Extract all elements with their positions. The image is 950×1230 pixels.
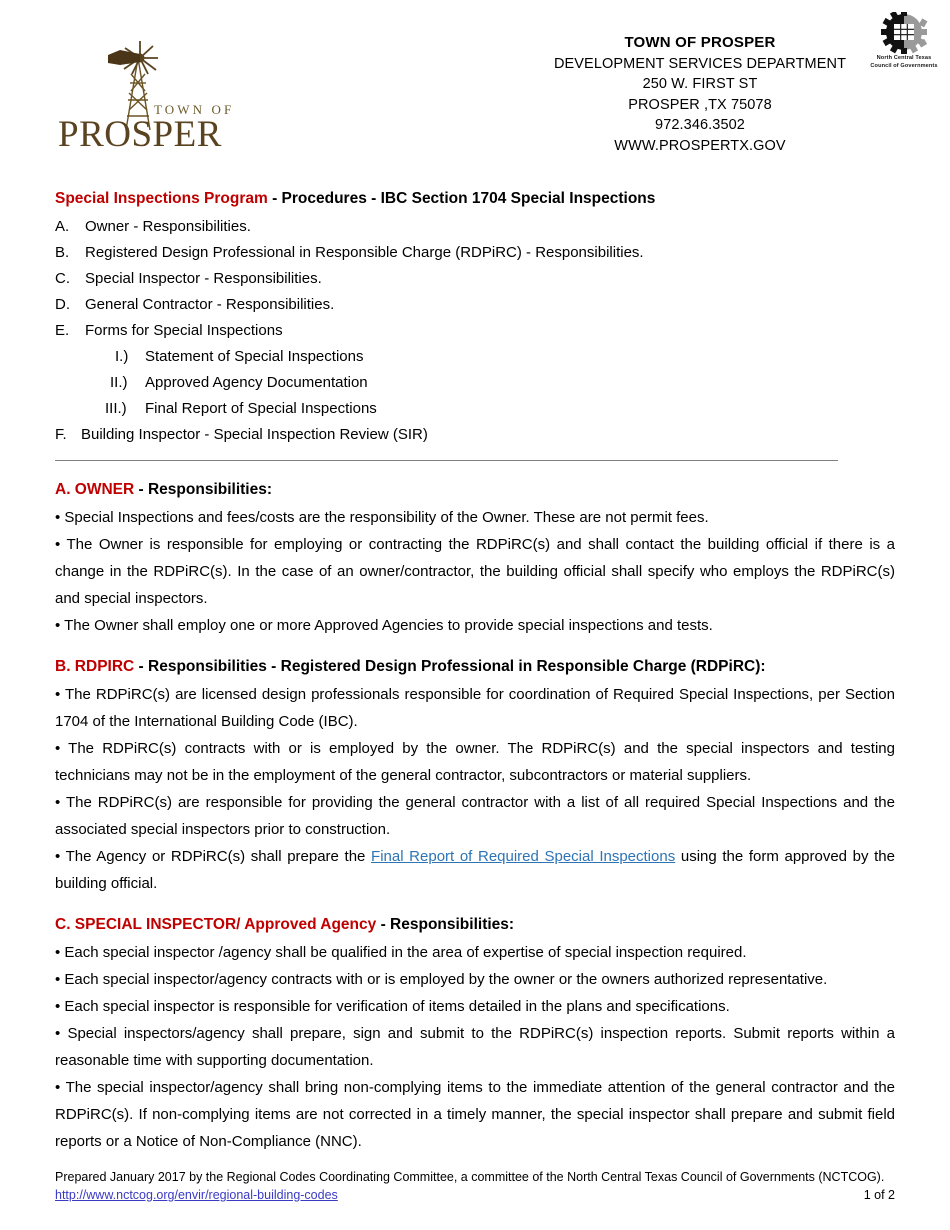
toc-label: Forms for Special Inspections xyxy=(85,322,283,339)
section-b-heading-red: B. RDPIRC xyxy=(55,658,135,675)
toc-marker: F. xyxy=(55,426,67,443)
section-a-bullet-3: • The Owner shall employ one or more Approved Agencies to provide special inspections and tests. xyxy=(55,617,713,634)
section-c-heading xyxy=(55,911,895,938)
toc-sub-marker: I.) xyxy=(115,348,129,365)
page-title-red: Special Inspections Program xyxy=(55,190,268,207)
toc-sub-marker: II.) xyxy=(110,374,128,391)
final-report-link[interactable]: Final Report of Required Special Inspections xyxy=(371,848,676,865)
toc-sub-label: Final Report of Special Inspections xyxy=(145,400,377,417)
address-title: TOWN OF PROSPER xyxy=(624,34,776,51)
section-c-heading-red: C. SPECIAL INSPECTOR/ Approved Agency xyxy=(55,916,377,933)
toc-item-f xyxy=(55,422,895,448)
nctcog-logo xyxy=(866,12,942,74)
page-title-black: - Procedures - IBC Section 1704 Special Inspections xyxy=(267,190,656,207)
footer-row xyxy=(55,1186,895,1204)
section-a-bullet-2: • The Owner is responsible for employing or contracting the RDPiRC(s) and shall contact the building official if there is a change in the RDPiRC(s). In the case of an owner/contractor, the building official shall specify who employs the RDPiRC(s) and special inspectors. xyxy=(55,536,895,607)
toc-label: General Contractor - Responsibilities. xyxy=(85,296,335,313)
address-phone: 972.346.3502 xyxy=(655,117,745,133)
address-website: WWW.PROSPERTX.GOV xyxy=(614,137,786,154)
section-c-bullet-2: • Each special inspector/agency contracts with or is employed by the owner or the owners authorized representative. xyxy=(55,971,828,988)
toc-marker: D. xyxy=(55,296,70,313)
page-number: 1 of 2 xyxy=(863,1188,895,1202)
toc-item-b xyxy=(55,240,895,266)
toc-label: Registered Design Professional in Responsible Charge (RDPiRC) - Responsibilities. xyxy=(85,244,644,261)
section-b-bullet-4 xyxy=(55,843,895,897)
address-line-2: 250 W. FIRST ST xyxy=(642,76,758,92)
link-bullet-before: • The Agency or RDPiRC(s) shall prepare the xyxy=(55,848,372,865)
toc-item-a xyxy=(55,214,895,240)
toc-marker: B. xyxy=(55,244,70,261)
toc-sub-marker: III.) xyxy=(105,400,127,417)
nctcog-url-link[interactable]: http://www.nctcog.org/envir/regional-building-codes xyxy=(55,1188,338,1202)
page-title xyxy=(55,186,895,212)
toc-label: Special Inspector - Responsibilities. xyxy=(85,270,322,287)
toc-subitem-i xyxy=(55,344,895,370)
nctcog-caption-line-2: Council of Governments xyxy=(870,63,938,69)
logo-prosper-text: PROSPER xyxy=(58,114,222,150)
toc-marker: C. xyxy=(55,270,70,287)
footer-note: Prepared January 2017 by the Regional Codes Coordinating Committee, a committee of the North Central Texas Council of Governments (NCTCOG). xyxy=(55,1170,885,1184)
section-divider xyxy=(55,460,838,461)
nctcog-caption-line-1: North Central Texas xyxy=(876,55,932,61)
toc-subitem-iii xyxy=(55,396,895,422)
windmill-logo-icon xyxy=(52,38,242,150)
toc-label: Building Inspector - Special Inspection Review (SIR) xyxy=(81,426,428,443)
toc-item-d xyxy=(55,292,895,318)
section-b-bullet-2: • The RDPiRC(s) contracts with or is employed by the owner. The RDPiRC(s) and the special inspectors and testing technicians may not be in the employment of the general contractor, subcontractors or material suppliers. xyxy=(55,740,895,784)
toc-marker: E. xyxy=(55,322,70,339)
address-line-1: DEVELOPMENT SERVICES DEPARTMENT xyxy=(553,55,847,72)
toc-sub-label: Statement of Special Inspections xyxy=(145,348,364,365)
document-footer xyxy=(55,1168,895,1204)
toc-marker: A. xyxy=(55,218,70,235)
section-c-heading-black: - Responsibilities: xyxy=(376,916,515,933)
section-a-heading-red: A. OWNER xyxy=(55,481,135,498)
document-body xyxy=(55,186,895,1155)
toc-item-e xyxy=(55,318,895,344)
town-of-prosper-logo xyxy=(52,38,242,150)
section-a-heading-black: - Responsibilities: xyxy=(134,481,273,498)
cog-icon xyxy=(866,12,942,54)
link-bullet-after: using the form approved by the building official. xyxy=(55,848,895,892)
section-c-bullet-1: • Each special inspector /agency shall be qualified in the area of expertise of special inspection required. xyxy=(55,944,747,961)
section-a-bullet-1: • Special Inspections and fees/costs are the responsibility of the Owner. These are not permit fees. xyxy=(55,509,709,526)
section-a-heading xyxy=(55,476,895,503)
section-c-bullet-4: • Special inspectors/agency shall prepare, sign and submit to the RDPiRC(s) inspection reports. Submit reports within a reasonable time with supporting documentation. xyxy=(55,1025,895,1069)
section-b-bullet-1: • The RDPiRC(s) are licensed design professionals responsible for coordination of Required Special Inspections, per Section 1704 of the International Building Code (IBC). xyxy=(55,686,895,730)
toc-item-c xyxy=(55,266,895,292)
section-c-bullet-5: • The special inspector/agency shall bring non-complying items to the immediate attention of the general contractor and the RDPiRC(s). If non-complying items are not corrected in a timely manner, the special inspector shall prepare and submit field reports or a Notice of Non-Compliance (NNC). xyxy=(55,1079,895,1150)
toc-subitem-ii xyxy=(55,370,895,396)
logo-town-of-text: TOWN OF xyxy=(154,102,235,117)
section-b-heading xyxy=(55,653,895,680)
section-c-bullet-3: • Each special inspector is responsible for verification of items detailed in the plans and specifications. xyxy=(55,998,730,1015)
toc-sub-label: Approved Agency Documentation xyxy=(145,374,368,391)
section-b-heading-black: - Responsibilities - Registered Design Professional in Responsible Charge (RDPiRC): xyxy=(134,658,766,675)
document-header xyxy=(0,0,950,165)
department-address-block xyxy=(540,33,860,156)
toc-label: Owner - Responsibilities. xyxy=(85,218,251,235)
address-line-3: PROSPER ,TX 75078 xyxy=(628,96,772,113)
section-b-bullet-3: • The RDPiRC(s) are responsible for providing the general contractor with a list of all required Special Inspections and the associated special inspectors prior to construction. xyxy=(55,794,895,838)
